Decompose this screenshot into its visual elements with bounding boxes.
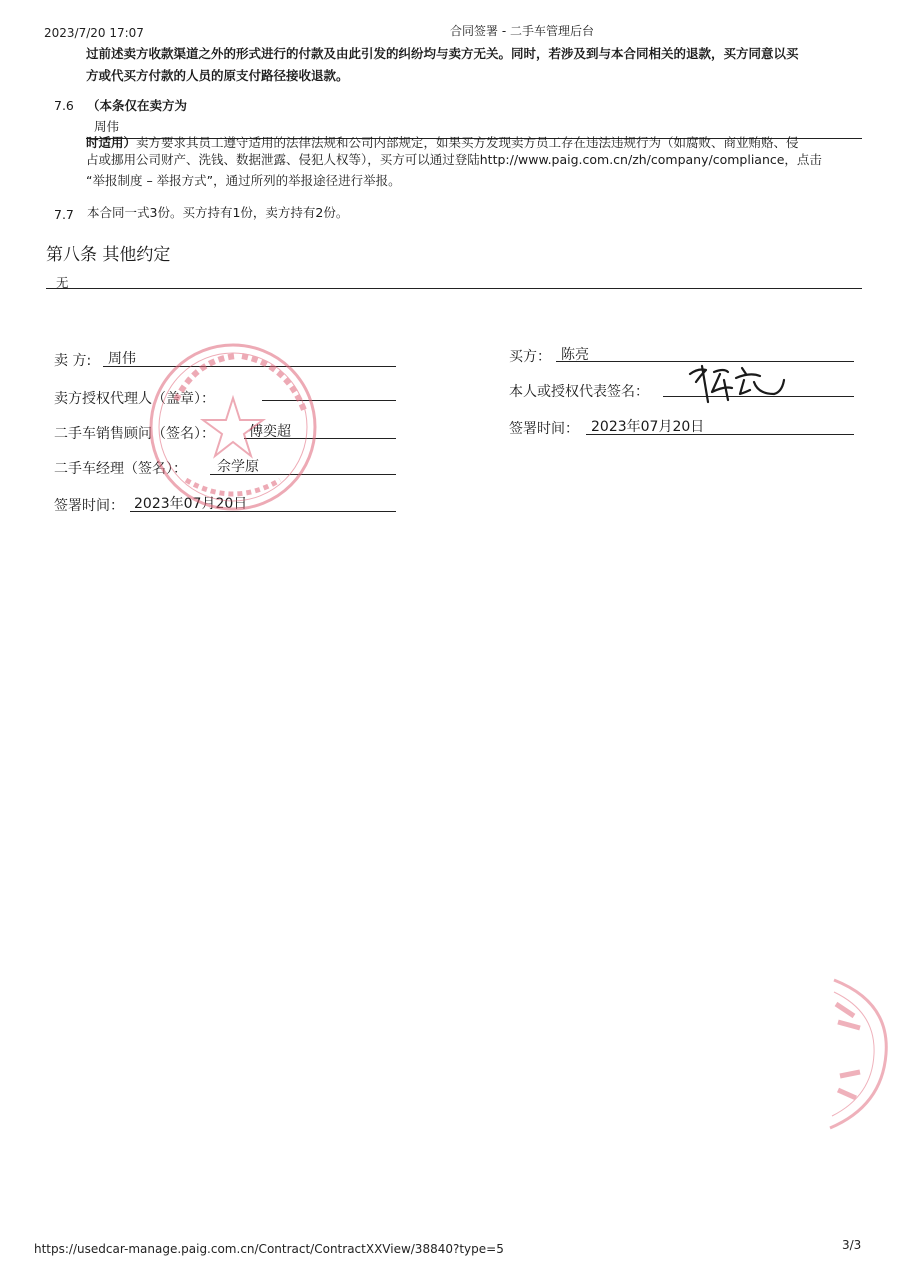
- seller-agent-underline: [262, 400, 396, 401]
- seller-date-value: 2023年07月20日: [134, 496, 248, 512]
- page-number: 3/3: [842, 1238, 862, 1252]
- clause-7-6-label-part1: （本条仅在卖方为: [87, 98, 188, 113]
- seller-manager-value: 佘学原: [217, 459, 259, 475]
- buyer-party-underline: [556, 361, 854, 362]
- buyer-party-label: 买方：: [509, 349, 551, 365]
- buyer-date-value: 2023年07月20日: [591, 419, 705, 435]
- section-8-underline: [46, 288, 862, 289]
- clause-7-6-line-1-text: 卖方要求其员工遵守适用的法律法规和公司内部规定，如果买方发现卖方员工存在违法违规行为（如腐败、商业贿赂、侵: [136, 135, 799, 150]
- section-8-title: 第八条 其他约定: [46, 245, 171, 265]
- partial-seal-stamp: [820, 972, 904, 1136]
- seller-date-label: 签署时间：: [54, 498, 124, 514]
- seller-date-underline: [130, 511, 396, 512]
- seller-manager-label: 二手车经理（签名）：: [54, 461, 187, 477]
- clause-7-6-seller-name: 周伟: [94, 119, 120, 134]
- seller-party-value: 周伟: [108, 351, 136, 367]
- refund-clause-line-2: 方或代买方付款的人员的原支付路径接收退款。: [86, 68, 349, 83]
- section-8-content: 无: [56, 275, 69, 290]
- buyer-party-value: 陈亮: [561, 347, 589, 363]
- seller-agent-label: 卖方授权代理人（盖章）：: [54, 391, 215, 407]
- refund-clause-line-1: 过前述卖方收款渠道之外的形式进行的付款及由此引发的纠纷均与卖方无关。同时，若涉及到与本合同相关的退款，买方同意以买: [86, 46, 799, 61]
- clause-7-6-number: 7.6: [54, 98, 74, 113]
- buyer-date-label: 签署时间：: [509, 421, 579, 437]
- seller-party-underline: [103, 366, 396, 367]
- seller-advisor-label: 二手车销售顾问（签名）：: [54, 426, 215, 442]
- clause-7-7-number: 7.7: [54, 207, 74, 222]
- seller-manager-underline: [210, 474, 396, 475]
- print-datetime: 2023/7/20 17:07: [44, 26, 144, 40]
- buyer-date-underline: [586, 434, 854, 435]
- seller-party-label: 卖 方:: [54, 353, 92, 369]
- buyer-signature-underline: [663, 396, 854, 397]
- clause-7-6-line-3: “举报制度 – 举报方式”，通过所列的举报途径进行举报。: [86, 173, 401, 188]
- clause-7-6-line-2: 占或挪用公司财产、洗钱、数据泄露、侵犯人权等），买方可以通过登陆http://www.paig.com.cn/zh/company/compliance，点击: [86, 152, 822, 167]
- buyer-signature-label: 本人或授权代表签名：: [509, 384, 649, 400]
- buyer-handwritten-signature: [684, 362, 794, 406]
- page-url: https://usedcar-manage.paig.com.cn/Contract/ContractXXView/38840?type=5: [34, 1242, 504, 1256]
- seller-advisor-underline: [244, 438, 396, 439]
- seller-advisor-value: 傅奕超: [249, 424, 291, 440]
- page-header-title: 合同签署 - 二手车管理后台: [450, 24, 594, 38]
- clause-7-6-label-part2: 时适用）: [86, 135, 137, 150]
- clause-7-7-text: 本合同一式3份。买方持有1份，卖方持有2份。: [87, 205, 349, 220]
